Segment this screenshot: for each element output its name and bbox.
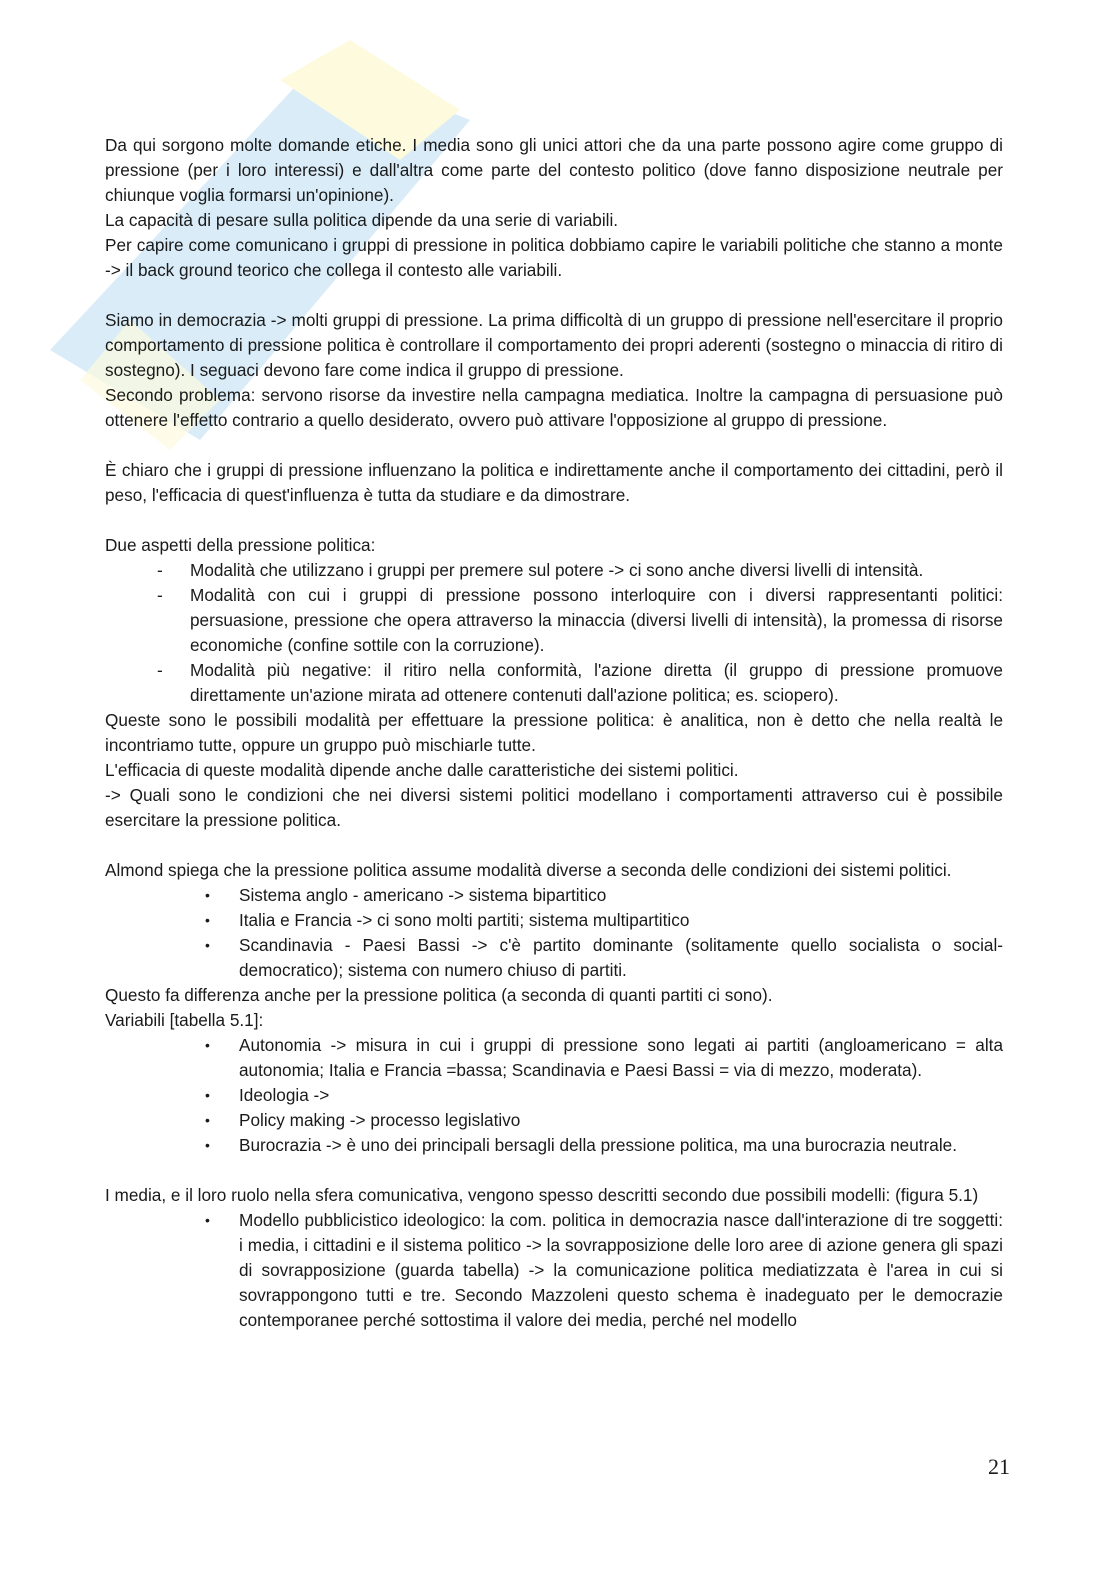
list-item [105, 1033, 1003, 1083]
list-item-text: Policy making -> processo legislativo [239, 1110, 521, 1130]
pressure-aspects-list [105, 558, 1003, 708]
paragraph: Da qui sorgono molte domande etiche. I media sono gli unici attori che da una parte possono agire come gruppo di pressione (per i loro interessi) e dall'altra come parte del contesto politico (dove fanno disposizione neutrale per chiunque voglia formarsi un'opinione). [105, 135, 1003, 205]
list-item [105, 1108, 1003, 1133]
paragraph: Questo fa differenza anche per la pressione politica (a seconda di quanti partiti ci sono). [105, 985, 773, 1005]
paragraph: Due aspetti della pressione politica: [105, 535, 376, 555]
dash-marker: - [157, 660, 163, 680]
paragraph: Variabili [tabella 5.1]: [105, 1010, 264, 1030]
list-item [105, 883, 1003, 908]
bullet-marker: • [205, 912, 210, 928]
list-item-text: Sistema anglo - americano -> sistema bipartitico [239, 885, 607, 905]
paragraph: Secondo problema: servono risorse da investire nella campagna mediatica. Inoltre la campagna di persuasione può ottenere l'effetto contrario a quello desiderato, ovvero può attivare l'opposizione al gruppo di pressione. [105, 385, 1003, 430]
paragraph: Per capire come comunicano i gruppi di pressione in politica dobbiamo capire le variabili politiche che stanno a monte -> il back ground teorico che collega il contesto alle variabili. [105, 235, 1003, 280]
list-item-text: Italia e Francia -> ci sono molti partiti; sistema multipartitico [239, 910, 690, 930]
paragraph: Queste sono le possibili modalità per effettuare la pressione politica: è analitica, non è detto che nella realtà le incontriamo tutte, oppure un gruppo può mischiarle tutte. [105, 710, 1003, 755]
paragraph: L'efficacia di queste modalità dipende anche dalle caratteristiche dei sistemi politici. [105, 760, 739, 780]
variables-list [105, 1033, 1003, 1158]
list-item [105, 908, 1003, 933]
list-item-text: Burocrazia -> è uno dei principali bersagli della pressione politica, ma una burocrazia neutrale. [239, 1135, 957, 1155]
bullet-marker: • [205, 937, 210, 953]
page-number: 21 [988, 1454, 1010, 1479]
bullet-marker: • [205, 1112, 210, 1128]
paragraph: -> Quali sono le condizioni che nei diversi sistemi politici modellano i comportamenti attraverso cui è possibile esercitare la pressione politica. [105, 785, 1003, 830]
list-item [105, 933, 1003, 983]
media-models-list [105, 1208, 1003, 1333]
list-item-text: Modalità che utilizzano i gruppi per premere sul potere -> ci sono anche diversi livelli di intensità. [190, 560, 924, 580]
list-item-text: Scandinavia - Paesi Bassi -> c'è partito dominante (solitamente quello socialista o social-democratico); sistema con numero chiuso di partiti. [239, 935, 1003, 980]
list-item [105, 1133, 1003, 1158]
page-content [105, 133, 1003, 1333]
list-item-text: Autonomia -> misura in cui i gruppi di pressione sono legati ai partiti (angloamericano = alta autonomia; Italia e Francia =bassa; Scandinavia e Paesi Bassi = via di mezzo, moderata). [239, 1035, 1003, 1080]
political-systems-list [105, 883, 1003, 983]
bullet-marker: • [205, 887, 210, 903]
dash-marker: - [157, 585, 163, 605]
list-item [105, 1083, 1003, 1108]
list-item-text: Ideologia -> [239, 1085, 330, 1105]
paragraph: I media, e il loro ruolo nella sfera comunicativa, vengono spesso descritti secondo due possibili modelli: (figura 5.1) [105, 1185, 979, 1205]
list-item [105, 583, 1003, 658]
bullet-marker: • [205, 1212, 210, 1228]
paragraph: È chiaro che i gruppi di pressione influenzano la politica e indirettamente anche il comportamento dei cittadini, però il peso, l'efficacia di quest'influenza è tutta da studiare e da dimostrare. [105, 460, 1003, 505]
bullet-marker: • [205, 1087, 210, 1103]
list-item [105, 558, 1003, 583]
list-item-text: Modalità con cui i gruppi di pressione possono interloquire con i diversi rappresentanti politici: persuasione, pressione che opera attraverso la minaccia (diversi livelli di intensità), la promessa di risorse economiche (confine sottile con la corruzione). [190, 585, 1003, 655]
dash-marker: - [157, 560, 163, 580]
list-item [105, 1208, 1003, 1333]
bullet-marker: • [205, 1037, 210, 1053]
paragraph: La capacità di pesare sulla politica dipende da una serie di variabili. [105, 210, 619, 230]
list-item-text: Modello pubblicistico ideologico: la com. politica in democrazia nasce dall'interazione di tre soggetti: i media, i cittadini e il sistema politico -> la sovrapposizione delle loro aree di azione genera gli spazi di sovrapposizione (guarda tabella) -> la comunicazione politica mediatizzata è l'area in cui si sovrappongono tutti e tre. Secondo Mazzoleni questo schema è inadeguato per le democrazie contemporanee perché sottostima il valore dei media, perché nel modello [239, 1210, 1003, 1330]
bullet-marker: • [205, 1137, 210, 1153]
list-item [105, 658, 1003, 708]
paragraph: Siamo in democrazia -> molti gruppi di pressione. La prima difficoltà di un gruppo di pressione nell'esercitare il proprio comportamento di pressione politica è controllare il comportamento dei propri aderenti (sostegno o minaccia di ritiro di sostegno). I seguaci devono fare come indica il gruppo di pressione. [105, 310, 1003, 380]
paragraph: Almond spiega che la pressione politica assume modalità diverse a seconda delle condizioni dei sistemi politici. [105, 860, 952, 880]
list-item-text: Modalità più negative: il ritiro nella conformità, l'azione diretta (il gruppo di pressione promuove direttamente un'azione mirata ad ottenere contenuti dall'azione politica; es. sciopero). [190, 660, 1003, 705]
